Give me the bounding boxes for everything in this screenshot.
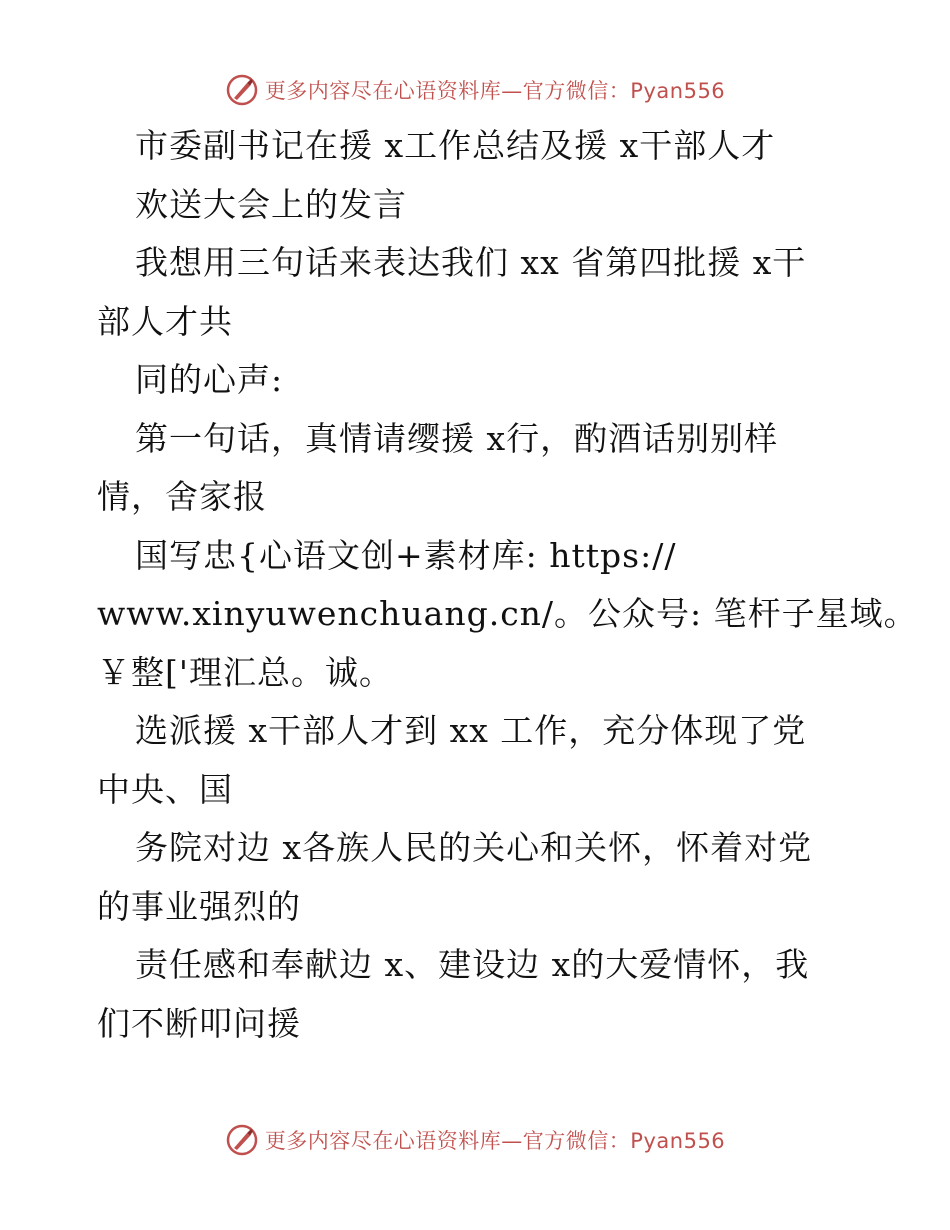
text-line: 选派援 x干部人才到 xx 工作，充分体现了党 (135, 711, 807, 750)
header-watermark (0, 70, 950, 110)
text-line: 第一句话，真情请缨援 x行，酌酒话别别样 (135, 418, 779, 458)
watermark-text: 更多内容尽在心语资料库—官方微信：Pyan556 (264, 1129, 726, 1153)
document-body (97, 117, 918, 1053)
text-line: www.xinyuwenchuang.cn/。公众号: 笔杆子星域。 (97, 594, 918, 633)
text-line: ￥整['理汇总。诚。 (97, 652, 393, 692)
footer-watermark (0, 1120, 950, 1160)
pen-logo-icon (225, 1123, 259, 1157)
text-line: 的事业强烈的 (97, 886, 301, 926)
watermark-text: 更多内容尽在心语资料库—官方微信：Pyan556 (264, 79, 726, 103)
text-line: 同的心声: (135, 360, 284, 399)
text-line: 们不断叩问援 (97, 1003, 301, 1043)
text-line: 责任感和奉献边 x、建设边 x的大爱情怀，我 (135, 945, 810, 984)
text-line: 欢送大会上的发言 (135, 184, 407, 224)
pen-logo-icon (225, 73, 259, 107)
text-line: 务院对边 x各族人民的关心和关怀，怀着对党 (135, 828, 813, 867)
text-line: 我想用三句话来表达我们 xx 省第四批援 x干 (135, 243, 807, 282)
text-line: 情，舍家报 (97, 477, 267, 516)
text-line: 国写忠{心语文创+素材库: https:// (135, 535, 677, 575)
text-line: 市委副书记在援 x工作总结及援 x干部人才 (135, 126, 776, 165)
text-line: 中央、国 (97, 769, 233, 809)
text-line: 部人才共 (97, 301, 233, 341)
